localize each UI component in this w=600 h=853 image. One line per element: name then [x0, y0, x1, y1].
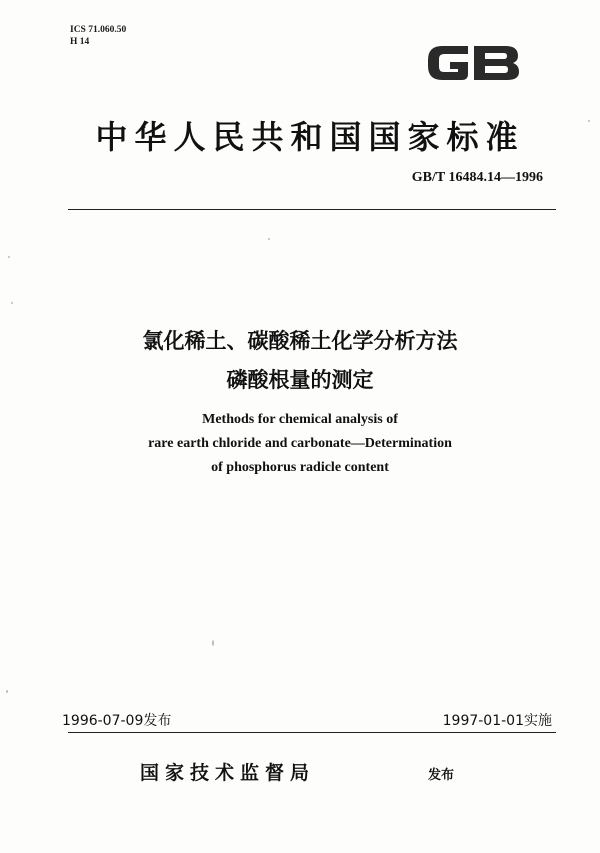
- issuing-authority: 国家技术监督局: [140, 762, 316, 784]
- implementation-date: 1997-01-01实施: [442, 713, 552, 729]
- scan-speck: [588, 120, 590, 122]
- scan-speck: [6, 690, 8, 693]
- english-title-line-3: of phosphorus radicle content: [211, 460, 389, 475]
- standard-title: 中华人民共和国国家标准: [95, 118, 525, 156]
- issue-date: 1996-07-09发布: [62, 713, 172, 729]
- issuing-authority-suffix: 发布: [428, 768, 455, 783]
- ics-code: ICS 71.060.50: [70, 25, 127, 35]
- footer-divider: [68, 732, 556, 733]
- gb-logo-g: [428, 46, 468, 80]
- gb-logo-b: [474, 46, 519, 80]
- scan-speck: [268, 238, 270, 240]
- gb-logo: [422, 38, 524, 88]
- scan-speck: [11, 302, 13, 304]
- header-divider: [68, 209, 556, 210]
- category-code: H 14: [70, 37, 90, 47]
- standard-number: GB/T 16484.14—1996: [411, 170, 543, 185]
- classification-block: [70, 24, 126, 48]
- scan-speck: [8, 256, 10, 258]
- english-title-line-1: Methods for chemical analysis of: [202, 412, 398, 427]
- scan-speck: [212, 640, 214, 646]
- chinese-title-line-2: 磷酸根量的测定: [226, 368, 374, 392]
- english-title-line-2: rare earth chloride and carbonate—Determination: [148, 436, 452, 451]
- chinese-title-line-1: 氯化稀土、碳酸稀土化学分析方法: [142, 329, 458, 353]
